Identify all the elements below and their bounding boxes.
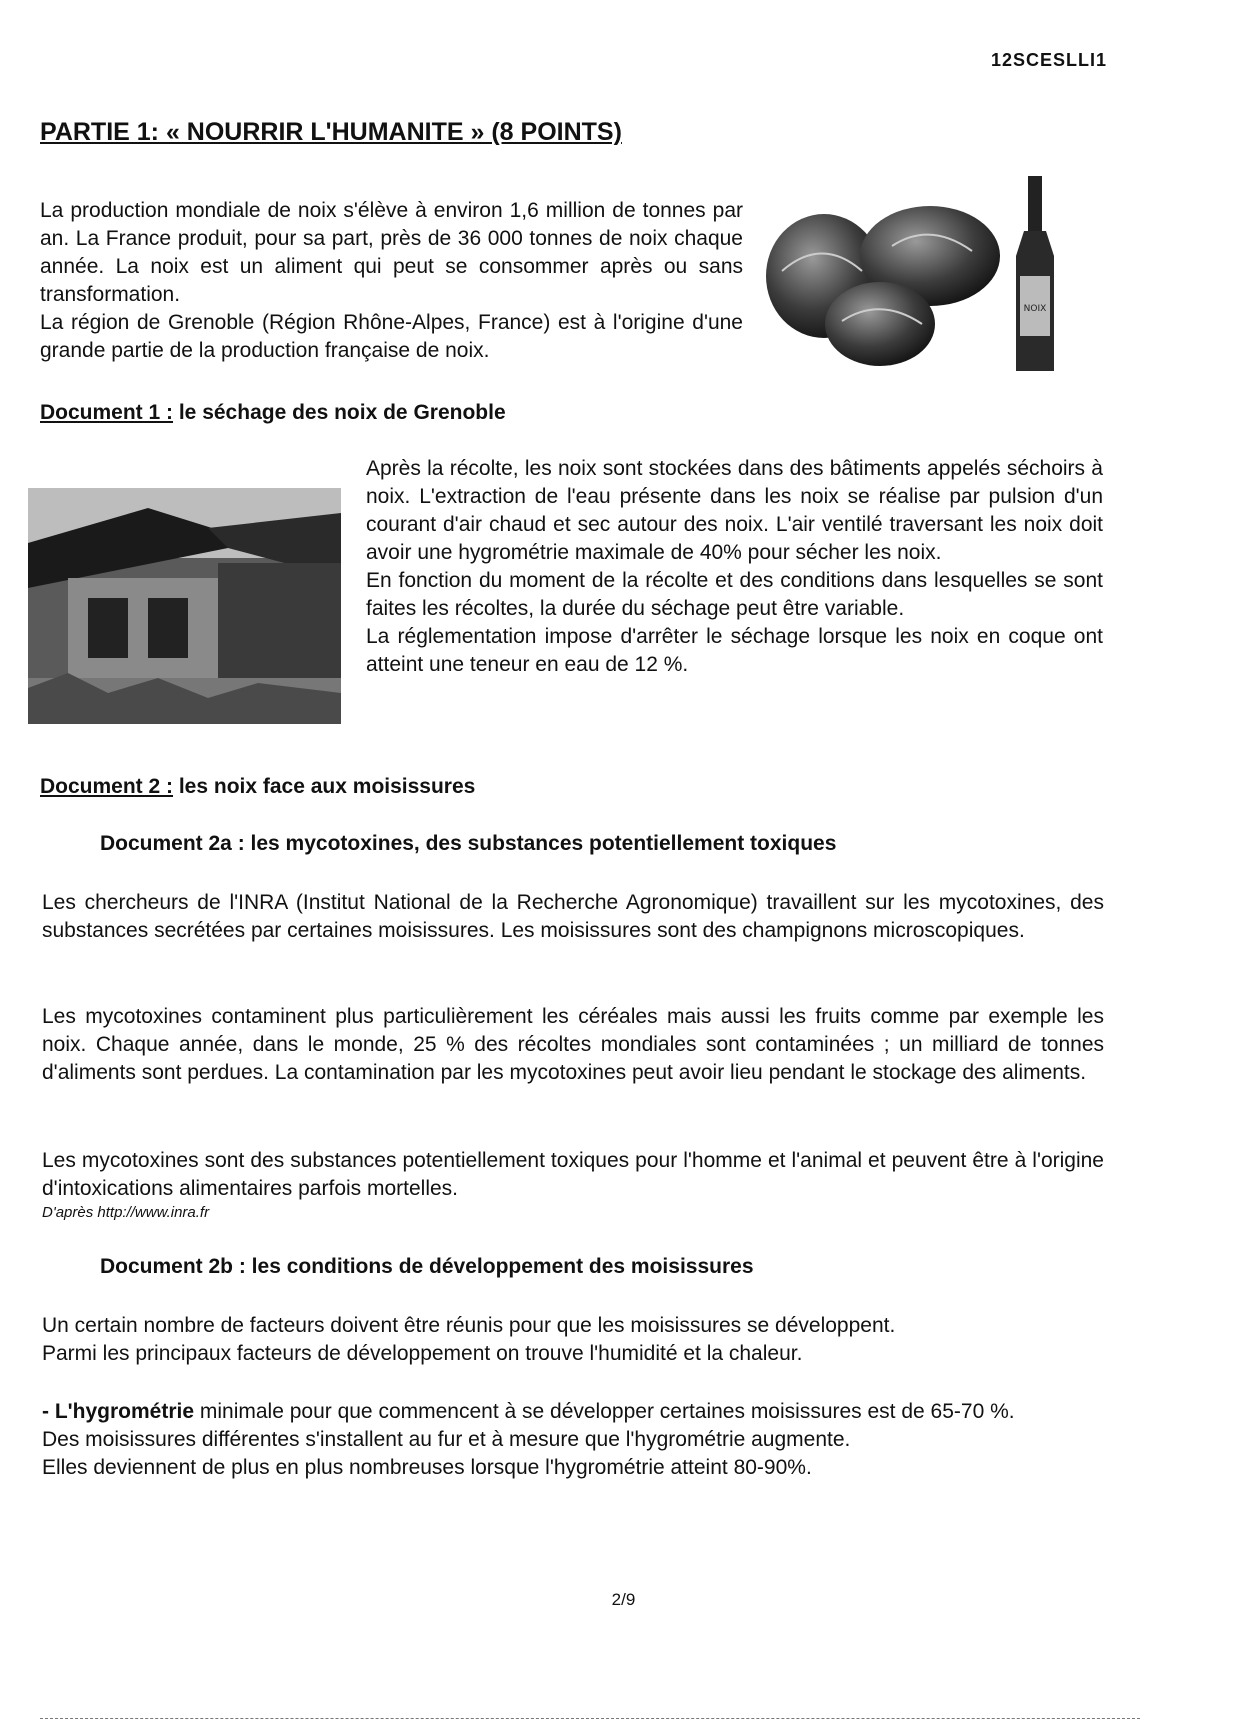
bottle-neck: [1028, 176, 1042, 231]
hygrometry-text: minimale pour que commencent à se développer certaines moisissures est de 65-70 %.: [194, 1400, 1015, 1423]
walnut-shape: [825, 282, 935, 366]
hygrometry-label: - L'hygrométrie: [42, 1400, 195, 1423]
intro-paragraph-2: La région de Grenoble (Région Rhône-Alpes, France) est à l'origine d'une grande partie de la production française de noix.: [40, 311, 743, 362]
exam-code: 12SCESLLI1: [990, 50, 1107, 70]
document1-heading: [40, 401, 506, 425]
document2-heading: [40, 775, 475, 799]
hygrometry-sentence: [42, 1398, 1104, 1426]
document1-label: Document 1 :: [40, 401, 174, 424]
page-number: 2/9: [611, 1590, 636, 1609]
document2a-paragraph-1: Les chercheurs de l'INRA (Institut National de la Recherche Agronomique) travaillent sur les mycotoxines, des substances secrétées par certaines moisissures. Les moisissures sont des champignons microscopiques.: [42, 891, 1104, 942]
document2b-paragraph-1: [42, 1312, 1104, 1368]
document2a-paragraph-2: Les mycotoxines contaminent plus particulièrement les céréales mais aussi les fruits comme par exemple les noix. Chaque année, dans le monde, 25 % des récoltes mondiales sont contaminées ; un milliard de tonnes d'aliments sont perdues. La contamination par les mycotoxines peut avoir lieu pendant le stockage des aliments.: [42, 1005, 1104, 1084]
part-title: PARTIE 1: « NOURRIR L'HUMANITE » (8 POINTS): [40, 118, 622, 146]
document1-text: [366, 455, 1103, 679]
walnuts-bottle-image: [762, 176, 1082, 376]
document1-paragraph-2: En fonction du moment de la récolte et des conditions dans lesquelles se sont faites les récoltes, la durée du séchage peut être variable.: [366, 569, 1103, 620]
document2b-heading: Document 2b : les conditions de développement des moisissures: [100, 1255, 754, 1278]
document1-title: le séchage des noix de Grenoble: [173, 401, 506, 424]
document2b-line-3: Des moisissures différentes s'installent au fur et à mesure que l'hygrométrie augmente.: [42, 1428, 851, 1451]
intro-text: [40, 197, 743, 365]
document1-paragraph-1: Après la récolte, les noix sont stockées dans des bâtiments appelés séchoirs à noix. L'extraction de l'eau présente dans les noix se réalise par pulsion d'un courant d'air chaud et sec autour des noix. L'air ventilé traversant les noix doit avoir une hygrométrie maximale de 40% pour sécher les noix.: [366, 457, 1103, 564]
document2b-paragraph-2: [42, 1398, 1104, 1482]
document2a-paragraph-3: Les mycotoxines sont des substances potentiellement toxiques pour l'homme et l'animal et peuvent être à l'origine d'intoxications alimentaires parfois mortelles.: [42, 1149, 1104, 1200]
walnut-dryer-photo: [28, 488, 341, 724]
scan-border-line: [40, 1718, 1140, 1719]
intro-paragraph-1: La production mondiale de noix s'élève à environ 1,6 million de tonnes par an. La France produit, pour sa part, près de 36 000 tonnes de noix chaque année. La noix est un aliment qui peut se consommer après ou sans transformation.: [40, 199, 743, 306]
document1-paragraph-3: La réglementation impose d'arrêter le séchage lorsque les noix en coque ont atteint une teneur en eau de 12 %.: [366, 625, 1103, 676]
source-citation: D'après http://www.inra.fr: [42, 1204, 210, 1221]
document2b-line-1: Un certain nombre de facteurs doivent être réunis pour que les moisissures se développent.: [42, 1314, 896, 1337]
document2b-line-4: Elles deviennent de plus en plus nombreuses lorsque l'hygrométrie atteint 80-90%.: [42, 1456, 812, 1479]
document2-title: les noix face aux moisissures: [173, 775, 476, 798]
document2a-heading: Document 2a : les mycotoxines, des substances potentiellement toxiques: [100, 832, 837, 855]
bottle-label: NOIX: [1023, 304, 1047, 314]
document2-label: Document 2 :: [40, 775, 174, 798]
document2b-line-2: Parmi les principaux facteurs de développement on trouve l'humidité et la chaleur.: [42, 1342, 803, 1365]
